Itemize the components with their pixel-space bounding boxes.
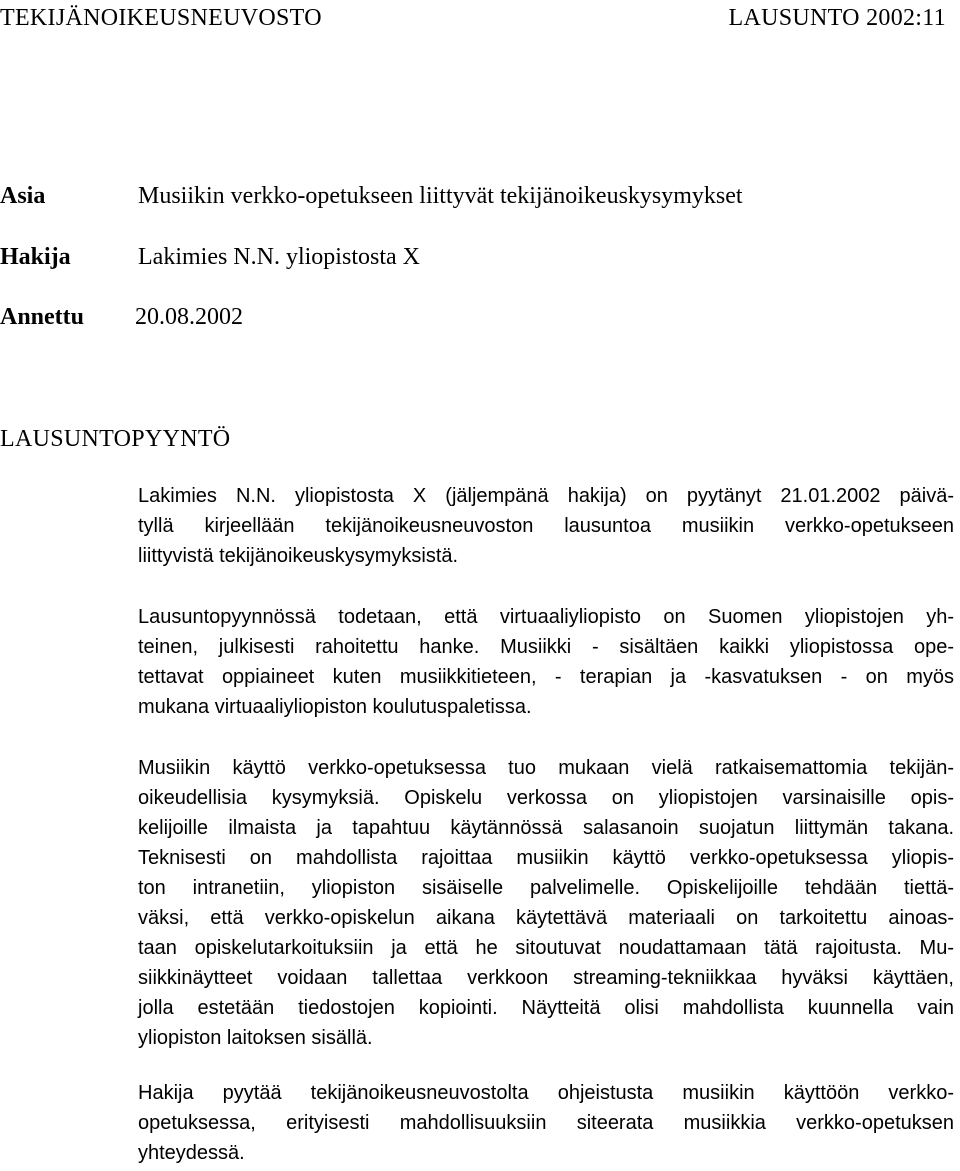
paragraph-line: mukana virtuaaliyliopiston koulutuspaletissa.	[138, 696, 532, 718]
paragraph-line: liittyvistä tekijänoikeuskysymyksistä.	[138, 545, 459, 567]
paragraph-line: yliopiston laitoksen sisällä.	[138, 1027, 373, 1049]
paragraph-line: teinen, julkisesti rahoitettu hanke. Musiikki - sisältäen kaikki yliopistossa ope-	[138, 636, 954, 658]
paragraph-line: taan opiskelutarkoituksiin ja että he sitoutuvat noudattamaan tätä rajoitusta. Mu-	[138, 937, 954, 959]
paragraph-line: tettavat oppiaineet kuten musiikkitieteen, - terapian ja -kasvatuksen - on myös	[138, 666, 954, 688]
paragraph-line: Lakimies N.N. yliopistosta X (jäljempänä hakija) on pyytänyt 21.01.2002 päivä-	[138, 485, 954, 507]
paragraph-line: Lausuntopyynnössä todetaan, että virtuaaliyliopisto on Suomen yliopistojen yh-	[138, 606, 954, 628]
paragraph-4	[138, 1078, 954, 1168]
paragraph-line: kelijoille ilmaista ja tapahtuu käytännössä salasanoin suojatun liittymän takana.	[138, 817, 954, 839]
paragraph-line: yhteydessä.	[138, 1142, 245, 1164]
paragraph-line: Musiikin käyttö verkko-opetuksessa tuo mukaan vielä ratkaisemattomia tekijän-	[138, 757, 954, 779]
paragraph-2	[138, 602, 954, 722]
paragraph-line: opetuksessa, erityisesti mahdollisuuksiin siteerata musiikkia verkko-opetuksen	[138, 1112, 954, 1134]
paragraph-line: ton intranetiin, yliopiston sisäiselle palvelimelle. Opiskelijoille tehdään tiettä-	[138, 877, 954, 899]
paragraph-line: tyllä kirjeellään tekijänoikeusneuvoston lausuntoa musiikin verkko-opetukseen	[138, 515, 954, 537]
hakija-value: Lakimies N.N. yliopistosta X	[138, 244, 420, 270]
paragraph-line: Teknisesti on mahdollista rajoittaa musiikin käyttö verkko-opetuksessa yliopis-	[138, 847, 954, 869]
paragraph-line: Hakija pyytää tekijänoikeusneuvostolta ohjeistusta musiikin käyttöön verkko-	[138, 1082, 954, 1104]
annettu-value: 20.08.2002	[135, 304, 243, 330]
paragraph-line: väksi, että verkko-opiskelun aikana käytettävä materiaali on tarkoitettu ainoas-	[138, 907, 954, 929]
asia-label: Asia	[0, 183, 46, 209]
paragraph-line: jolla estetään tiedostojen kopiointi. Näytteitä olisi mahdollista kuunnella vain	[138, 997, 954, 1019]
asia-value: Musiikin verkko-opetukseen liittyvät tekijänoikeuskysymykset	[138, 183, 743, 209]
paragraph-line: siikkinäytteet voidaan tallettaa verkkoon streaming-tekniikkaa hyväksi käyttäen,	[138, 967, 954, 989]
statement-reference: LAUSUNTO 2002:11	[728, 5, 946, 31]
annettu-label: Annettu	[0, 304, 85, 330]
hakija-label: Hakija	[0, 244, 71, 270]
organization-name: TEKIJÄNOIKEUSNEUVOSTO	[0, 5, 322, 31]
section-heading: LAUSUNTOPYYNTÖ	[0, 426, 231, 452]
paragraph-line: oikeudellisia kysymyksiä. Opiskelu verkossa on yliopistojen varsinaisille opis-	[138, 787, 954, 809]
paragraph-1	[138, 481, 954, 571]
paragraph-3	[138, 753, 954, 1053]
